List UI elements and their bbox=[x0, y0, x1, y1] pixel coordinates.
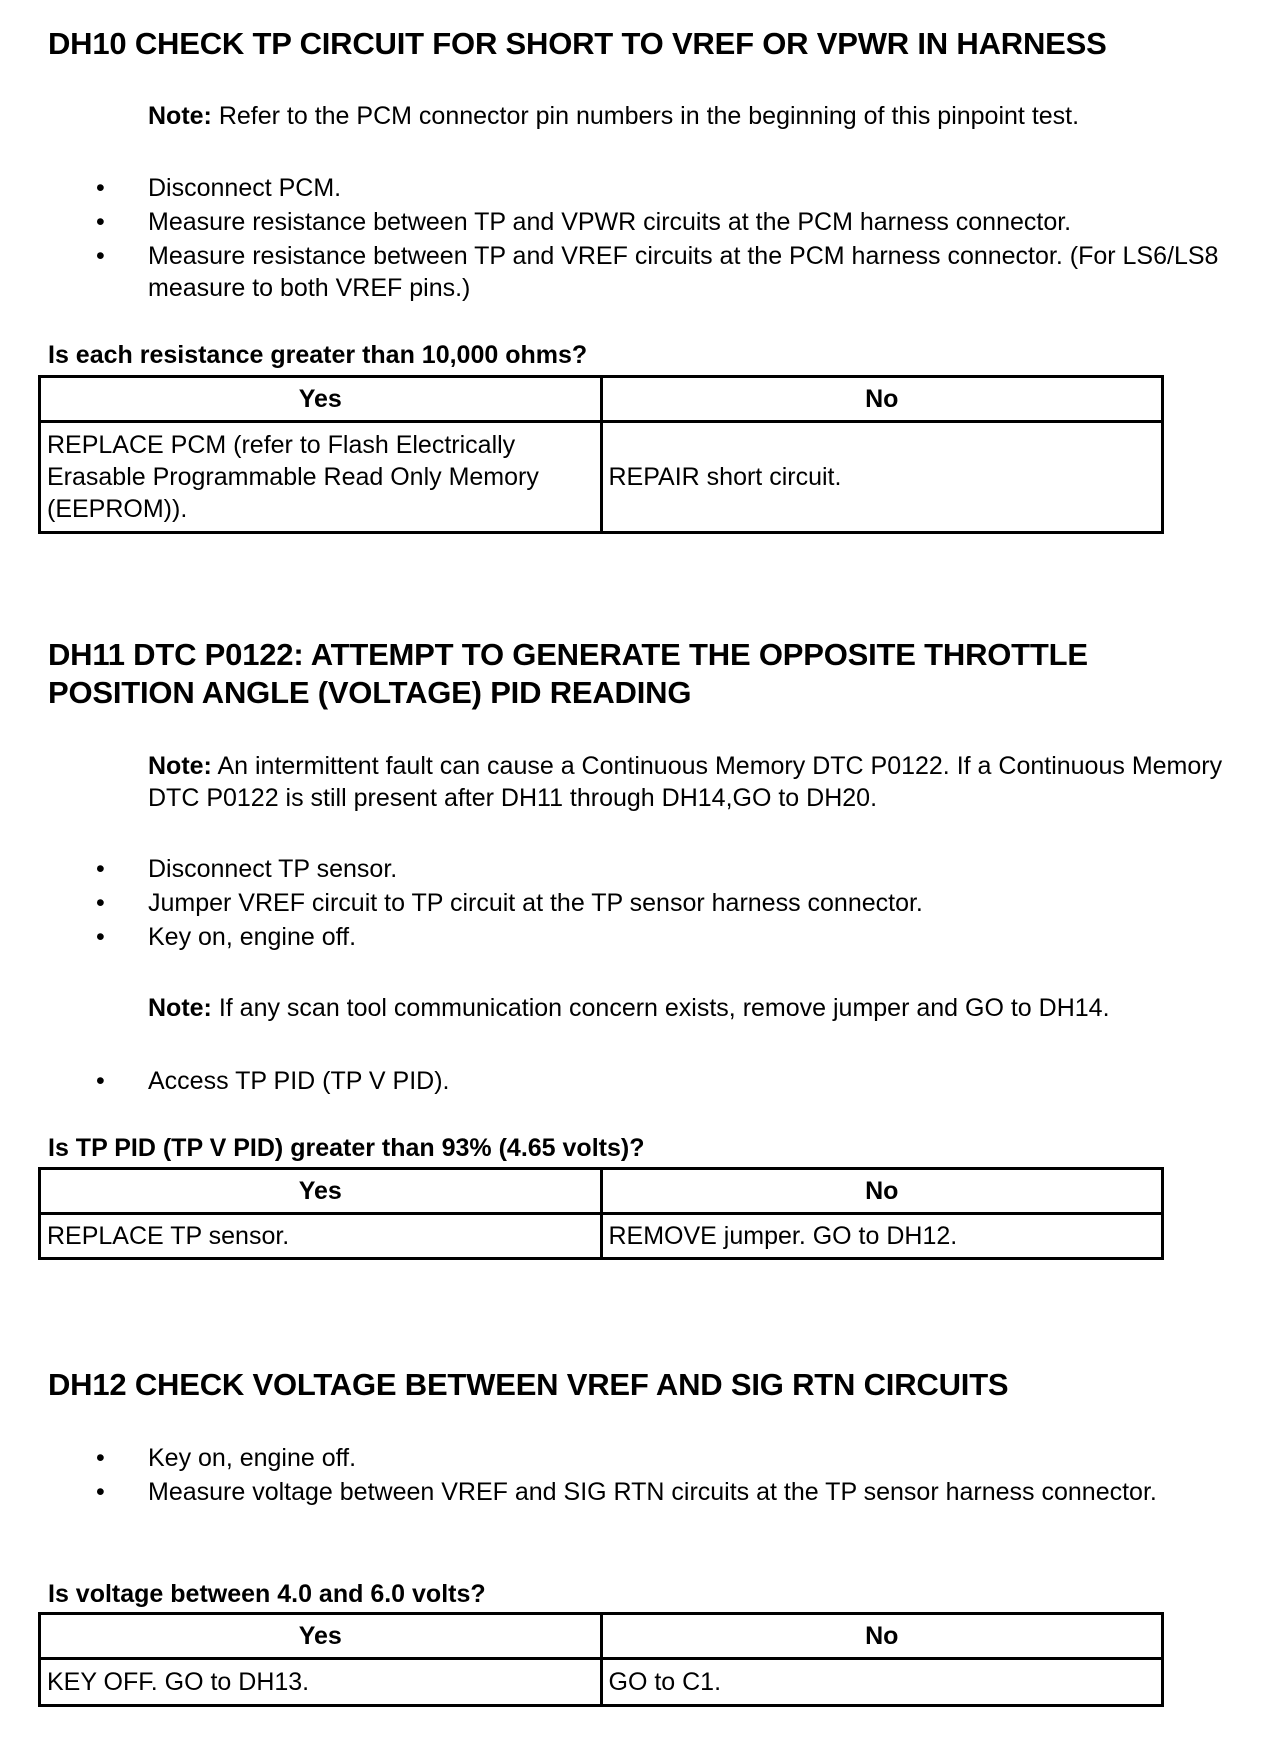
section-title-dh12: DH12 CHECK VOLTAGE BETWEEN VREF AND SIG RTN CIRCUITS bbox=[48, 1367, 1009, 1402]
table-header-row bbox=[40, 1614, 1163, 1659]
list-item-text: Measure resistance between TP and VREF circuits at the PCM harness connector. (For LS6/LS8 measure to both VREF pins.) bbox=[148, 242, 1219, 302]
list-item bbox=[0, 1476, 1240, 1508]
table-row bbox=[40, 1659, 1163, 1706]
list-item bbox=[0, 853, 1240, 885]
list-item-text: Disconnect PCM. bbox=[148, 174, 342, 202]
table-row bbox=[40, 1214, 1163, 1259]
bullet-icon: • bbox=[96, 1067, 105, 1095]
title-line-1: DH11 DTC P0122: ATTEMPT TO GENERATE THE OPPOSITE THROTTLE bbox=[48, 637, 1088, 672]
list-item bbox=[0, 172, 1240, 204]
bullet-icon: • bbox=[96, 242, 105, 270]
list-item bbox=[0, 887, 1240, 919]
bullet-icon: • bbox=[96, 174, 105, 202]
question-dh11: Is TP PID (TP V PID) greater than 93% (4.65 volts)? bbox=[48, 1134, 645, 1162]
note-text: If any scan tool communication concern exists, remove jumper and GO to DH14. bbox=[211, 994, 1110, 1022]
note-label: Note: bbox=[148, 752, 212, 780]
yes-cell: REPLACE PCM (refer to Flash Electrically Erasable Programmable Read Only Memory (EEPROM)). bbox=[40, 422, 602, 533]
question-dh12: Is voltage between 4.0 and 6.0 volts? bbox=[48, 1580, 486, 1608]
table-header-row bbox=[40, 377, 1163, 422]
section-title-dh11 bbox=[48, 636, 1088, 712]
steps-list-dh11 bbox=[0, 853, 1240, 955]
list-item-text: Measure voltage between VREF and SIG RTN circuits at the TP sensor harness connector. bbox=[148, 1478, 1157, 1506]
note-dh11 bbox=[148, 750, 1228, 814]
list-item bbox=[0, 240, 1240, 304]
list-item bbox=[0, 1065, 1240, 1097]
list-item-text: Key on, engine off. bbox=[148, 1444, 357, 1472]
bullet-icon: • bbox=[96, 923, 105, 951]
list-item-text: Disconnect TP sensor. bbox=[148, 855, 398, 883]
bullet-icon: • bbox=[96, 208, 105, 236]
note-dh11-scan-tool bbox=[148, 992, 1228, 1024]
result-table-dh10 bbox=[38, 375, 1164, 534]
no-cell: REMOVE jumper. GO to DH12. bbox=[601, 1214, 1163, 1259]
steps-list-dh12 bbox=[0, 1442, 1240, 1510]
list-item bbox=[0, 921, 1240, 953]
note-label: Note: bbox=[148, 994, 212, 1022]
table-header-row bbox=[40, 1169, 1163, 1214]
title-line-2: POSITION ANGLE (VOLTAGE) PID READING bbox=[48, 675, 692, 710]
yes-header: Yes bbox=[40, 377, 602, 422]
no-cell: GO to C1. bbox=[601, 1659, 1163, 1706]
list-item-text: Measure resistance between TP and VPWR circuits at the PCM harness connector. bbox=[148, 208, 1072, 236]
yes-header: Yes bbox=[40, 1614, 602, 1659]
bullet-icon: • bbox=[96, 855, 105, 883]
bullet-icon: • bbox=[96, 1478, 105, 1506]
list-item bbox=[0, 206, 1240, 238]
list-item bbox=[0, 1442, 1240, 1474]
no-header: No bbox=[601, 377, 1163, 422]
list-item-text: Key on, engine off. bbox=[148, 923, 357, 951]
bullet-icon: • bbox=[96, 1444, 105, 1472]
table-row bbox=[40, 422, 1163, 533]
result-table-dh11 bbox=[38, 1167, 1164, 1260]
steps-list-dh11-b bbox=[0, 1065, 1240, 1099]
steps-list-dh10 bbox=[0, 172, 1240, 306]
note-text: An intermittent fault can cause a Continuous Memory DTC P0122. If a Continuous Memory DTC P0122 is still present after DH11 through DH14,GO to DH20. bbox=[148, 752, 1223, 812]
list-item-text: Jumper VREF circuit to TP circuit at the TP sensor harness connector. bbox=[148, 889, 923, 917]
result-table-dh12 bbox=[38, 1612, 1164, 1707]
bullet-icon: • bbox=[96, 889, 105, 917]
note-text: Refer to the PCM connector pin numbers in the beginning of this pinpoint test. bbox=[211, 102, 1080, 130]
yes-header: Yes bbox=[40, 1169, 602, 1214]
question-dh10: Is each resistance greater than 10,000 ohms? bbox=[48, 341, 588, 369]
section-title-dh10: DH10 CHECK TP CIRCUIT FOR SHORT TO VREF OR VPWR IN HARNESS bbox=[48, 26, 1107, 61]
no-cell: REPAIR short circuit. bbox=[601, 422, 1163, 533]
note-dh10 bbox=[148, 100, 1228, 132]
list-item-text: Access TP PID (TP V PID). bbox=[148, 1067, 450, 1095]
yes-cell: KEY OFF. GO to DH13. bbox=[40, 1659, 602, 1706]
note-label: Note: bbox=[148, 102, 212, 130]
no-header: No bbox=[601, 1614, 1163, 1659]
no-header: No bbox=[601, 1169, 1163, 1214]
yes-cell: REPLACE TP sensor. bbox=[40, 1214, 602, 1259]
